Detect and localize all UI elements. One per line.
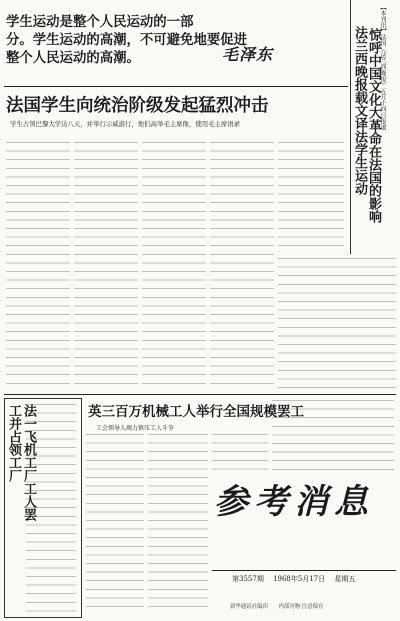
article-column-4	[210, 142, 274, 388]
article-column-5	[278, 142, 344, 250]
article-column-6	[278, 258, 396, 394]
second-column-2	[148, 434, 208, 614]
second-headline: 英三百万机械工人举行全国规模罢工	[88, 404, 304, 420]
quote-line-2: 分。学生运动的高潮，不可避免地要促进	[6, 33, 248, 48]
divider	[212, 570, 396, 571]
issue-number: 第3557期	[232, 575, 264, 583]
second-column-3	[212, 434, 268, 472]
article-column-2	[74, 142, 138, 388]
masthead-title: 参考消息	[214, 482, 374, 522]
article-column-3	[142, 142, 206, 388]
dateline	[232, 574, 355, 584]
left-vertical-headline: 法一飞机工厂工人罢工并占领工厂	[6, 404, 36, 521]
right-headline-main: 法兰西晚报载文译法学生运动	[352, 26, 367, 195]
quote-line-3: 整个人民运动的高潮。	[6, 51, 140, 66]
divider	[4, 86, 348, 87]
right-kicker: 【本刊讯】法国《法兰西晚报》五月十四日报道	[379, 4, 386, 130]
issue-date: 1968年5月17日	[273, 575, 326, 583]
article-column-1	[6, 142, 70, 388]
second-column-4	[272, 400, 394, 472]
quote-signature: 毛泽东	[222, 45, 274, 64]
quote-line-1: 学生运动是整个人民运动的一部	[6, 15, 194, 30]
issue-weekday: 星期五	[334, 575, 356, 583]
divider	[4, 394, 396, 395]
second-subline: 工会领导人竭力镇压工人斗争	[96, 425, 175, 432]
second-column-1	[86, 434, 144, 614]
right-subhead: 惊呼中国文化大革命在法国的影响	[366, 28, 381, 223]
lead-subline: 学生占领巴黎大学达八天，并举行示威游行，他们高举毛主席像，使用毛主席语录	[10, 120, 241, 128]
publisher-line: 新华通讯社编印 内部刊物·注意保存	[230, 604, 324, 610]
left-sidebar-text	[26, 404, 76, 612]
right-headline	[352, 26, 367, 254]
lead-headline: 法国学生向统治阶级发起猛烈冲击	[6, 96, 269, 116]
